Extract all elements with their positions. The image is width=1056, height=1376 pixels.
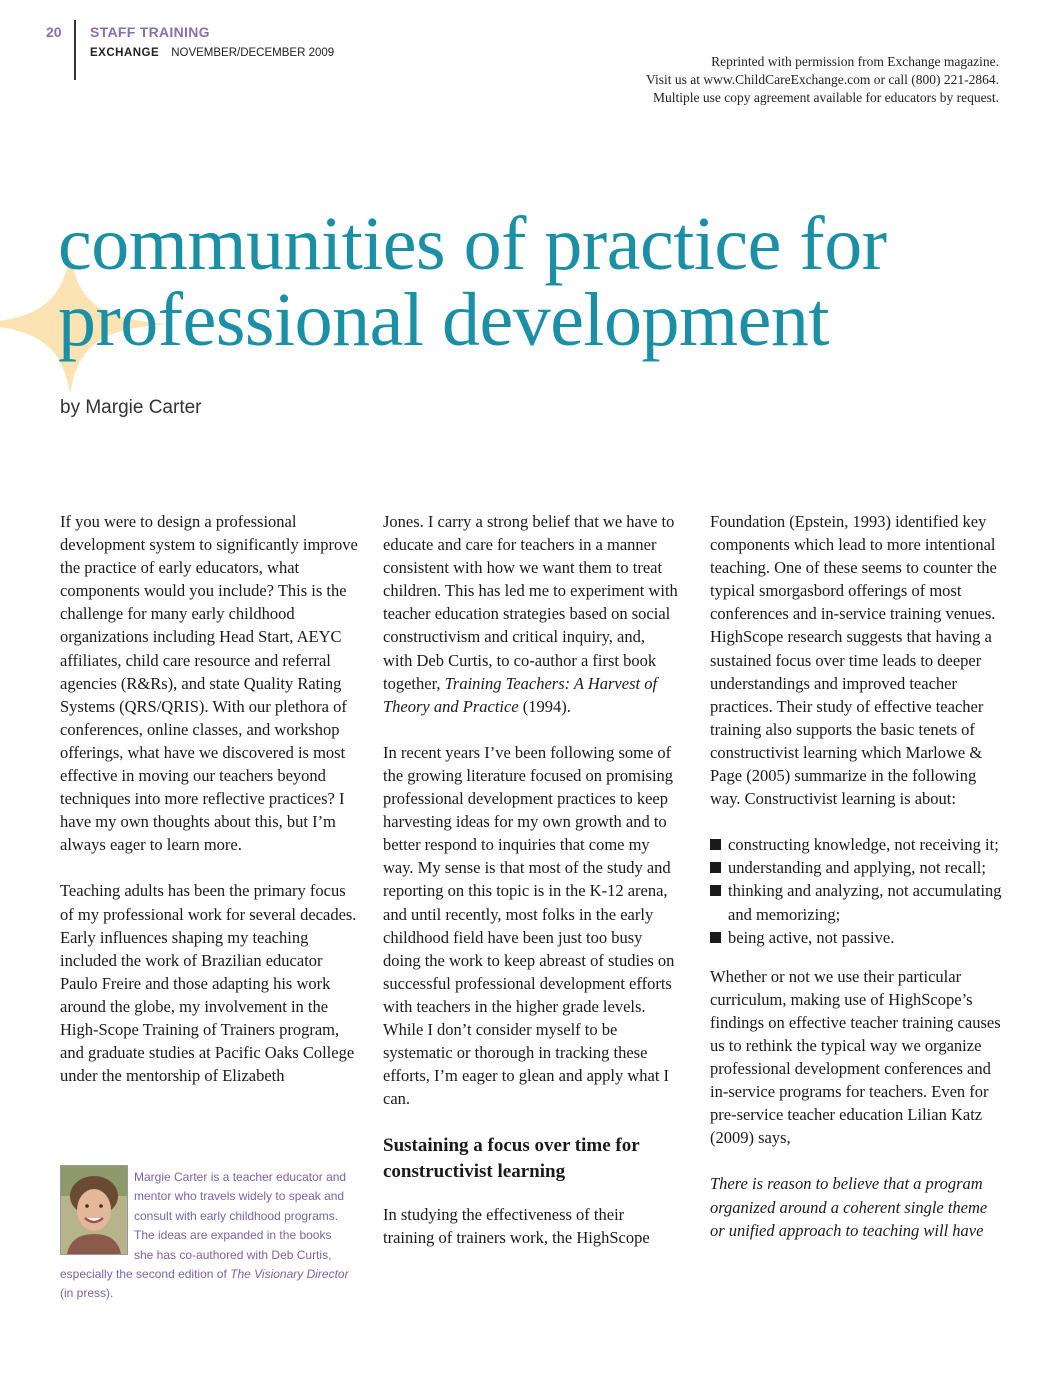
column-2 — [383, 510, 678, 1273]
paragraph — [383, 510, 678, 718]
bio-book-title: The Visionary Director — [230, 1267, 349, 1282]
byline: by Margie Carter — [60, 397, 202, 418]
author-bio — [60, 1168, 350, 1304]
paragraph: Foundation (Epstein, 1993) identified key components which lead to more intentional teaching. One of these seems to counter the typical smorgasbord offerings of most conferences and in-service training venues. HighScope research suggests that having a sustained focus over time leads to deeper understandings and improved teacher practices. Their study of effective teacher training also supports the basic tenets of constructivist learning which Marlowe & Page (2005) summarize in the following way. Constructivist learning is about: — [710, 512, 997, 809]
bullet-text: understanding and applying, not recall; — [728, 858, 986, 878]
square-bullet-icon — [710, 932, 721, 943]
paragraph-text: (1994). — [518, 696, 571, 716]
square-bullet-icon — [710, 839, 721, 850]
bullet-text: being active, not passive. — [728, 927, 895, 947]
paragraph: In recent years I’ve been following some of the growing literature focused on promising professional development practices to keep harvesting ideas for my own growth and to better respond to inquiries that come my way. My sense is that most of the study and reporting on this topic is in the K-12 arena, and until recently, most folks in the early childhood field have been just too busy doing the work to keep abreast of studies on successful professional development efforts with teachers in the higher grade levels. While I don’t consider myself to be systematic or thorough in tracking these efforts, I’m eager to glean and apply what I can. — [383, 742, 675, 1109]
paragraph: Whether or not we use their particular curriculum, making use of HighScope’s findings on effective teacher training causes us to rethink the typical way we organize professional development conferences and in-service programs for teachers. Even for pre-service teacher education Lilian Katz (2009) says, — [710, 966, 1001, 1148]
section-label: STAFF TRAINING — [90, 24, 210, 40]
bullet-text: constructing knowledge, not receiving it; — [728, 835, 999, 855]
header-divider — [74, 20, 76, 80]
bullet-item — [710, 879, 1005, 925]
title-line: professional development — [58, 278, 830, 362]
book-title: Training Teachers: A Harvest of Theory and Practice — [383, 673, 658, 716]
column-3 — [710, 510, 1005, 1265]
issue-line — [90, 47, 334, 59]
title-line: communities of practice for — [58, 202, 887, 286]
magazine-name: EXCHANGE — [90, 47, 160, 59]
article-title — [58, 202, 1018, 362]
photo-spacer — [60, 1168, 134, 1252]
bullet-item — [710, 856, 1005, 879]
issue-date: NOVEMBER/DECEMBER 2009 — [171, 47, 335, 59]
paragraph-text: Jones. I carry a strong belief that we have to educate and care for teachers in a manner consistent with how we want them to treat children. This has led me to experiment with teacher education strategies based on social constructivism and critical inquiry, and, with Deb Curtis, to co-author a first book together, — [383, 512, 678, 693]
square-bullet-icon — [710, 862, 721, 873]
block-quote: There is reason to believe that a program organized around a coherent single theme or unified approach to teaching will have — [710, 1174, 988, 1240]
reprint-notice — [519, 53, 999, 107]
paragraph: In studying the effectiveness of their training of trainers work, the HighScope — [383, 1205, 650, 1248]
square-bullet-icon — [710, 885, 721, 896]
bio-text-end: (in press). — [60, 1286, 114, 1301]
bullet-list — [710, 833, 1005, 948]
bullet-item — [710, 833, 1005, 856]
subheading: Sustaining a focus over time for constructivist learning — [383, 1135, 640, 1183]
bullet-text: thinking and analyzing, not accumulating and memorizing; — [728, 881, 1002, 924]
reprint-line: Multiple use copy agreement available for educators by request. — [653, 90, 999, 105]
paragraph: Teaching adults has been the primary focus of my professional work for several decades. Early influences shaping my teaching included the work of Brazilian educator Paulo Freire and those adapting his work around the globe, my involvement in the High-Scope Training of Trainers program, and graduate studies at Pacific Oaks College under the mentorship of Elizabeth — [60, 881, 357, 1086]
reprint-line: Reprinted with permission from Exchange magazine. — [711, 54, 999, 69]
page-number: 20 — [46, 24, 62, 40]
paragraph: If you were to design a professional development system to significantly improve the practice of early educators, what components would you include? This is the challenge for many early childhood organizations including Head Start, AEYC affiliates, child care resource and referral agencies (R&Rs), and state Quality Rating Systems (QRS/QRIS). With our plethora of conferences, online classes, and workshop offerings, what have we discovered is most effective in moving our teachers beyond techniques into more reflective practices? I have my own thoughts about this, but I’m always eager to learn more. — [60, 512, 358, 855]
reprint-line: Visit us at www.ChildCareExchange.com or call (800) 221-2864. — [646, 72, 999, 87]
bullet-item — [710, 926, 1005, 949]
bio-text-start: Margie Carter is a teacher educator and mentor who travels widely to speak and consult with early childhood programs. The ideas are expanded in the books she has co-authored with Deb Curtis, especially the second edition of — [60, 1170, 347, 1282]
column-1 — [60, 510, 360, 1110]
